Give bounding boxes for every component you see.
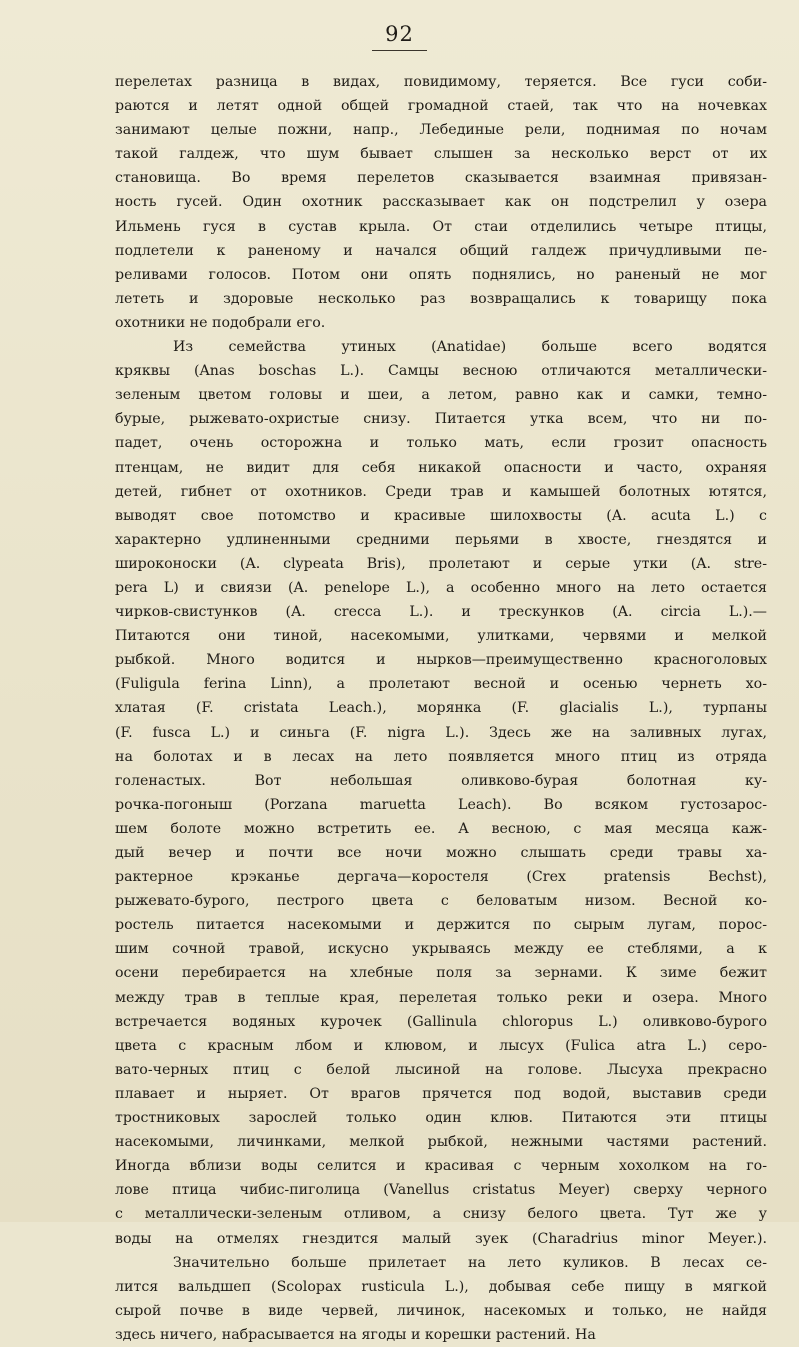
text-line: дый вечер и почти все ночи можно слышать среди травы ха- (115, 845, 767, 861)
text-line: подлетели к раненому и начался общий галдеж причудливыми пе- (115, 242, 767, 259)
text-line: встречается водяных курочек (Gallinula chloropus L.) оливково-бурого (115, 1013, 767, 1030)
text-line: с металлически-зеленым отливом, а снизу белого цвета. Тут же у (115, 1206, 767, 1223)
text-line: между трав в теплые края, перелетая только реки и озера. Много (115, 989, 767, 1006)
text-line: (Fuligula ferina Linn), а пролетают весной и осенью чернеть хо- (115, 676, 767, 693)
text-line: такой галдеж, что шум бывает слышен за несколько верст от их (115, 146, 767, 163)
text-line: перелетах разница в видах, повидимому, теряется. Все гуси соби- (115, 74, 767, 90)
text-line: на болотах и в лесах на лето появляется много птиц из отряда (115, 748, 767, 765)
page-number: 92 (385, 22, 414, 46)
text-line: птенцам, не видит для себя никакой опасности и часто, охраняя (115, 459, 767, 476)
text-line: становища. Во время перелетов сказывается взаимная привязан- (115, 170, 767, 187)
page-number-rule (372, 50, 427, 51)
text-line: рыжевато-бурого, пестрого цвета с беловатым низом. Весной ко- (115, 893, 767, 910)
text-line: плавает и ныряет. От врагов прячется под водой, выставив среди (115, 1085, 767, 1102)
text-line: рочка-погоныш (Porzana maruetta Leach). Во всяком густозарос- (115, 796, 767, 813)
text-line: вато-черных птиц с белой лысиной на голове. Лысуха прекрасно (115, 1061, 767, 1078)
text-line: ростель питается насекомыми и держится по сырым лугам, порос- (115, 917, 767, 934)
text-line: кряквы (Anas boschas L.). Самцы весною отличаются металлически- (115, 363, 767, 380)
text-line: здесь ничего, набрасывается на ягоды и корешки растений. На (115, 1326, 596, 1343)
text-line: выводят свое потомство и красивые шилохвосты (A. acuta L.) с (115, 507, 767, 524)
text-line: сырой почве в виде червей, личинок, насекомых и только, не найдя (115, 1302, 767, 1319)
text-line: лететь и здоровые несколько раз возвращались к товарищу пока (115, 290, 767, 307)
text-line: осени перебирается на хлебные поля за зернами. К зиме бежит (115, 965, 767, 982)
text-line: Значительно больше прилетает на лето куликов. В лесах се- (173, 1254, 767, 1271)
text-line: охотники не подобрали его. (115, 314, 326, 331)
text-line: воды на отмелях гнездится малый зуек (Charadrius minor Meyer.). (115, 1230, 767, 1247)
text-line: характерно удлиненными средними перьями в хвосте, гнездятся и (115, 531, 767, 548)
text-line: тростниковых зарослей только один клюв. Питаются эти птицы (115, 1110, 767, 1127)
text-line: голенастых. Вот небольшая оливково-бурая болотная ку- (115, 772, 767, 789)
text-line: занимают целые пожни, напр., Лебединые рели, поднимая по ночам (115, 122, 767, 139)
text-line: (F. fusca L.) и синьга (F. nigra L.). Здесь же на заливных лугах, (115, 724, 767, 741)
text-line: Питаются они тиной, насекомыми, улитками, червями и мелкой (115, 628, 767, 645)
text-line: зеленым цветом головы и шеи, а летом, равно как и самки, темно- (115, 387, 767, 404)
text-line: хлатая (F. cristata Leach.), морянка (F. glacialis L.), турпаны (115, 700, 767, 717)
text-line: pera L) и свиязи (A. penelope L.), а особенно много на лето остается (115, 579, 767, 596)
text-line: Из семейства утиных (Anatidae) больше всего водятся (173, 339, 767, 356)
text-line: Ильмень гуся в сустав крыла. От стаи отделились четыре птицы, (115, 218, 767, 235)
text-line: шим сочной травой, искусно укрываясь между ее стеблями, а к (115, 941, 767, 958)
text-line: шем болоте можно встретить ее. А весною, с мая месяца каж- (115, 820, 767, 837)
text-line: рыбкой. Много водится и нырков—преимущественно красноголовых (115, 652, 767, 669)
body-text (115, 70, 767, 1347)
text-line: бурые, рыжевато-охристые снизу. Питается утка всем, что ни по- (115, 411, 767, 428)
text-line: Иногда вблизи воды селится и красивая с черным хохолком на го- (115, 1158, 767, 1175)
text-line: ность гусей. Один охотник рассказывает как он подстрелил у озера (115, 194, 767, 211)
text-line: насекомыми, личинками, мелкой рыбкой, нежными частями растений. (115, 1134, 767, 1151)
text-line: падет, очень осторожна и только мать, если грозит опасность (115, 435, 767, 452)
text-line: чирков-свистунков (A. crecca L.). и трескунков (A. circia L.).— (115, 604, 767, 621)
text-line: детей, гибнет от охотников. Среди трав и камышей болотных ютятся, (115, 483, 767, 500)
text-line: широконоски (A. clypeata Bris), пролетают и серые утки (A. stre- (115, 555, 767, 572)
text-line: реливами голосов. Потом они опять поднялись, но раненый не мог (115, 266, 767, 283)
text-line: раются и летят одной общей громадной стаей, так что на ночевках (115, 98, 767, 115)
text-line: цвета с красным лбом и клювом, и лысух (Fulica atra L.) серо- (115, 1037, 767, 1054)
text-line: рактерное крэканье дергача—коростеля (Crex pratensis Bechst), (115, 869, 767, 886)
text-line: лится вальдшеп (Scolopax rusticula L.), добывая себе пищу в мягкой (115, 1278, 767, 1295)
text-line: лове птица чибис-пиголица (Vanellus cristatus Meyer) сверху черного (115, 1182, 767, 1199)
